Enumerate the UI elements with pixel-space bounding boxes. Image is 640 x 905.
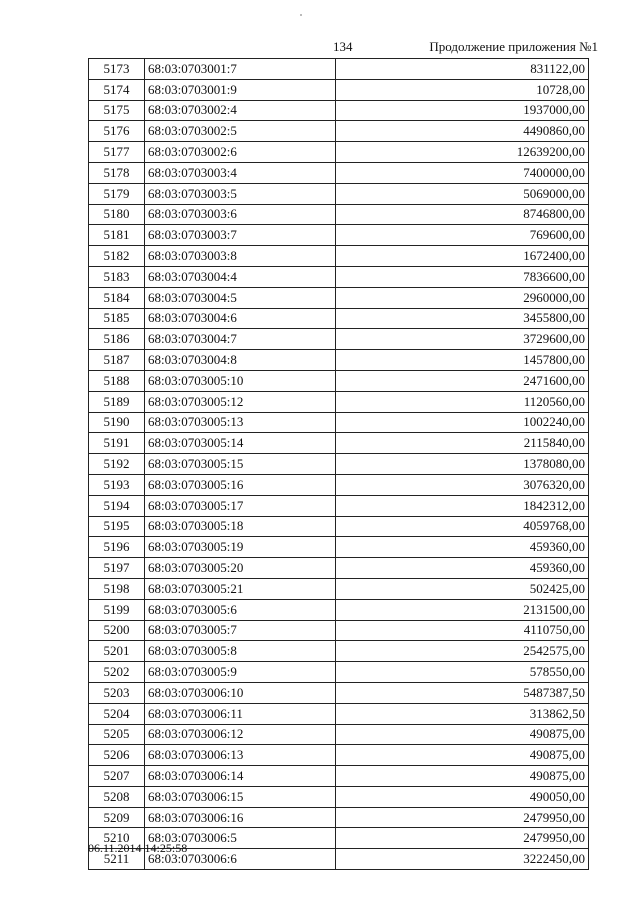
table-row	[89, 308, 589, 329]
row-number: 5200	[89, 620, 145, 641]
row-number: 5210	[89, 828, 145, 849]
cadastral-value: 2479950,00	[336, 828, 589, 849]
table-row	[89, 516, 589, 537]
table-row	[89, 142, 589, 163]
cadastral-number: 68:03:0703005:9	[145, 662, 336, 683]
table-row	[89, 620, 589, 641]
cadastral-number: 68:03:0703006:16	[145, 807, 336, 828]
cadastral-value: 12639200,00	[336, 142, 589, 163]
cadastral-number: 68:03:0703005:16	[145, 474, 336, 495]
cadastral-value: 578550,00	[336, 662, 589, 683]
cadastral-number: 68:03:0703005:19	[145, 537, 336, 558]
cadastral-value: 4059768,00	[336, 516, 589, 537]
cadastral-value: 4490860,00	[336, 121, 589, 142]
cadastral-value: 769600,00	[336, 225, 589, 246]
cadastral-value-table	[88, 58, 589, 870]
scan-speck	[300, 14, 302, 16]
row-number: 5208	[89, 786, 145, 807]
cadastral-value: 459360,00	[336, 558, 589, 579]
row-number: 5188	[89, 370, 145, 391]
row-number: 5174	[89, 79, 145, 100]
row-number: 5181	[89, 225, 145, 246]
row-number: 5184	[89, 287, 145, 308]
cadastral-number: 68:03:0703005:6	[145, 599, 336, 620]
table-row	[89, 287, 589, 308]
cadastral-value: 313862,50	[336, 703, 589, 724]
cadastral-number: 68:03:0703001:7	[145, 59, 336, 80]
table-row	[89, 454, 589, 475]
cadastral-number: 68:03:0703006:12	[145, 724, 336, 745]
cadastral-value: 459360,00	[336, 537, 589, 558]
cadastral-value: 4110750,00	[336, 620, 589, 641]
row-number: 5201	[89, 641, 145, 662]
cadastral-value: 5487387,50	[336, 682, 589, 703]
row-number: 5179	[89, 183, 145, 204]
cadastral-number: 68:03:0703004:7	[145, 329, 336, 350]
cadastral-number: 68:03:0703003:6	[145, 204, 336, 225]
page-number: 134	[333, 39, 353, 54]
print-timestamp: 06.11.2014 14:25:58	[88, 841, 188, 855]
table-body	[89, 59, 589, 870]
row-number: 5182	[89, 246, 145, 267]
cadastral-value: 2960000,00	[336, 287, 589, 308]
cadastral-number: 68:03:0703004:6	[145, 308, 336, 329]
table-row	[89, 350, 589, 371]
row-number: 5185	[89, 308, 145, 329]
row-number: 5186	[89, 329, 145, 350]
table-row	[89, 599, 589, 620]
row-number: 5175	[89, 100, 145, 121]
row-number: 5190	[89, 412, 145, 433]
table-row	[89, 100, 589, 121]
cadastral-number: 68:03:0703004:8	[145, 350, 336, 371]
cadastral-value: 1378080,00	[336, 454, 589, 475]
cadastral-number: 68:03:0703002:4	[145, 100, 336, 121]
cadastral-value: 10728,00	[336, 79, 589, 100]
cadastral-value: 2131500,00	[336, 599, 589, 620]
cadastral-value: 502425,00	[336, 578, 589, 599]
cadastral-value: 490875,00	[336, 766, 589, 787]
table-row	[89, 724, 589, 745]
row-number: 5193	[89, 474, 145, 495]
cadastral-value: 2542575,00	[336, 641, 589, 662]
table-row	[89, 558, 589, 579]
cadastral-number: 68:03:0703005:18	[145, 516, 336, 537]
row-number: 5177	[89, 142, 145, 163]
cadastral-value: 2115840,00	[336, 433, 589, 454]
cadastral-number: 68:03:0703003:8	[145, 246, 336, 267]
row-number: 5192	[89, 454, 145, 475]
cadastral-value: 1457800,00	[336, 350, 589, 371]
cadastral-value: 2471600,00	[336, 370, 589, 391]
cadastral-value: 5069000,00	[336, 183, 589, 204]
cadastral-number: 68:03:0703006:13	[145, 745, 336, 766]
row-number: 5187	[89, 350, 145, 371]
table-row	[89, 266, 589, 287]
row-number: 5197	[89, 558, 145, 579]
cadastral-value: 831122,00	[336, 59, 589, 80]
cadastral-value: 1937000,00	[336, 100, 589, 121]
cadastral-number: 68:03:0703005:13	[145, 412, 336, 433]
row-number: 5207	[89, 766, 145, 787]
row-number: 5205	[89, 724, 145, 745]
cadastral-value: 3222450,00	[336, 849, 589, 870]
table-row	[89, 433, 589, 454]
cadastral-number: 68:03:0703003:4	[145, 162, 336, 183]
table-row	[89, 370, 589, 391]
cadastral-number: 68:03:0703006:14	[145, 766, 336, 787]
cadastral-number: 68:03:0703005:7	[145, 620, 336, 641]
cadastral-number: 68:03:0703005:17	[145, 495, 336, 516]
table-row	[89, 745, 589, 766]
row-number: 5173	[89, 59, 145, 80]
cadastral-value: 7400000,00	[336, 162, 589, 183]
cadastral-value: 490050,00	[336, 786, 589, 807]
cadastral-number: 68:03:0703006:11	[145, 703, 336, 724]
row-number: 5202	[89, 662, 145, 683]
cadastral-number: 68:03:0703006:5	[145, 828, 336, 849]
cadastral-number: 68:03:0703001:9	[145, 79, 336, 100]
cadastral-number: 68:03:0703006:10	[145, 682, 336, 703]
row-number: 5209	[89, 807, 145, 828]
row-number: 5189	[89, 391, 145, 412]
cadastral-number: 68:03:0703005:12	[145, 391, 336, 412]
table-row	[89, 662, 589, 683]
table-row	[89, 474, 589, 495]
cadastral-number: 68:03:0703006:15	[145, 786, 336, 807]
cadastral-number: 68:03:0703003:5	[145, 183, 336, 204]
table-row	[89, 162, 589, 183]
row-number: 5176	[89, 121, 145, 142]
table-row	[89, 682, 589, 703]
table-row	[89, 807, 589, 828]
table-row	[89, 225, 589, 246]
row-number: 5183	[89, 266, 145, 287]
cadastral-number: 68:03:0703005:10	[145, 370, 336, 391]
cadastral-value: 3076320,00	[336, 474, 589, 495]
row-number: 5203	[89, 682, 145, 703]
table-row	[89, 412, 589, 433]
row-number: 5178	[89, 162, 145, 183]
cadastral-value: 7836600,00	[336, 266, 589, 287]
cadastral-number: 68:03:0703005:15	[145, 454, 336, 475]
row-number: 5206	[89, 745, 145, 766]
table-row	[89, 495, 589, 516]
cadastral-value: 1672400,00	[336, 246, 589, 267]
table-row	[89, 537, 589, 558]
cadastral-number: 68:03:0703004:5	[145, 287, 336, 308]
appendix-continuation-note: Продолжение приложения №1	[429, 39, 598, 54]
cadastral-value: 3455800,00	[336, 308, 589, 329]
cadastral-number: 68:03:0703003:7	[145, 225, 336, 246]
cadastral-number: 68:03:0703004:4	[145, 266, 336, 287]
cadastral-number: 68:03:0703005:21	[145, 578, 336, 599]
table-row	[89, 641, 589, 662]
table-row	[89, 703, 589, 724]
row-number: 5211	[89, 849, 145, 870]
cadastral-value: 1120560,00	[336, 391, 589, 412]
cadastral-number: 68:03:0703002:5	[145, 121, 336, 142]
row-number: 5195	[89, 516, 145, 537]
row-number: 5180	[89, 204, 145, 225]
table-row	[89, 766, 589, 787]
table-row	[89, 121, 589, 142]
table-row	[89, 329, 589, 350]
cadastral-number: 68:03:0703002:6	[145, 142, 336, 163]
cadastral-value: 490875,00	[336, 724, 589, 745]
cadastral-value: 490875,00	[336, 745, 589, 766]
row-number: 5199	[89, 599, 145, 620]
cadastral-number: 68:03:0703005:14	[145, 433, 336, 454]
cadastral-value: 1842312,00	[336, 495, 589, 516]
table-row	[89, 204, 589, 225]
table-row	[89, 391, 589, 412]
cadastral-value: 1002240,00	[336, 412, 589, 433]
cadastral-value: 8746800,00	[336, 204, 589, 225]
cadastral-value: 3729600,00	[336, 329, 589, 350]
table-row	[89, 79, 589, 100]
row-number: 5196	[89, 537, 145, 558]
table-row	[89, 59, 589, 80]
table-row	[89, 246, 589, 267]
table-row	[89, 786, 589, 807]
cadastral-number: 68:03:0703006:6	[145, 849, 336, 870]
cadastral-value: 2479950,00	[336, 807, 589, 828]
table-row	[89, 578, 589, 599]
row-number: 5204	[89, 703, 145, 724]
row-number: 5191	[89, 433, 145, 454]
table-row	[89, 183, 589, 204]
cadastral-number: 68:03:0703005:20	[145, 558, 336, 579]
row-number: 5198	[89, 578, 145, 599]
cadastral-number: 68:03:0703005:8	[145, 641, 336, 662]
row-number: 5194	[89, 495, 145, 516]
